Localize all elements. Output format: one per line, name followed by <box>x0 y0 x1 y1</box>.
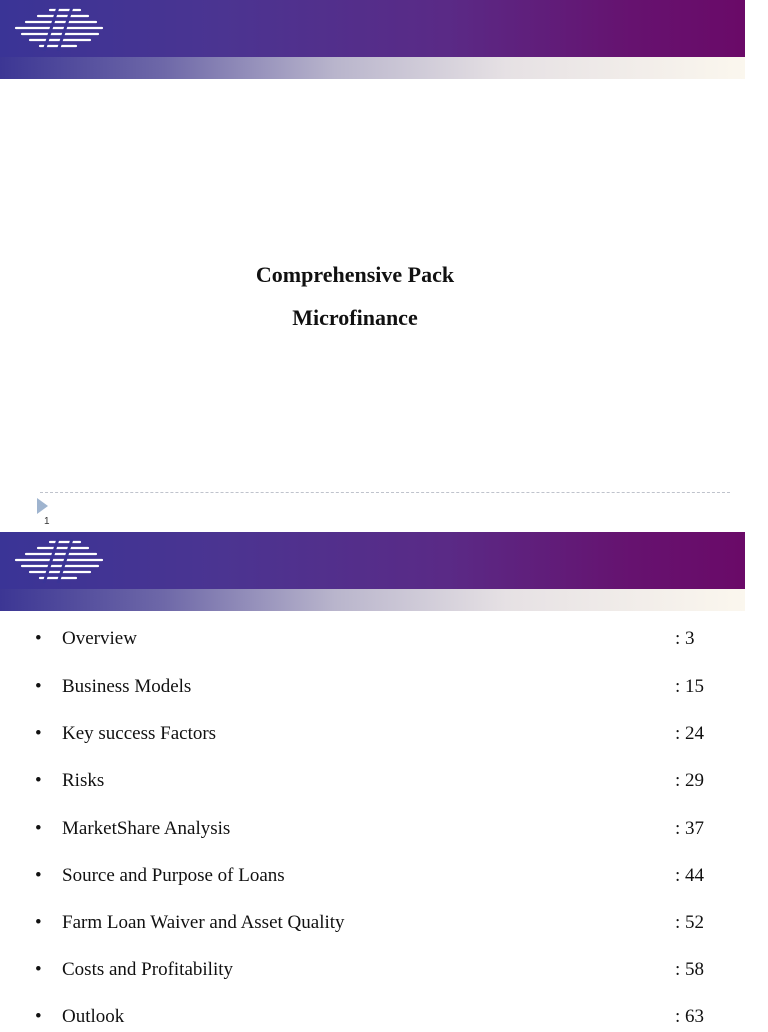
toc-item-page: : 3 <box>675 628 695 649</box>
toc-item-page: : 15 <box>675 676 705 697</box>
banner-fade-strip <box>0 57 745 79</box>
bullet: • <box>35 865 42 886</box>
toc-item-page: : 58 <box>675 959 705 980</box>
bullet: • <box>35 912 42 933</box>
slide1-header-banner <box>0 0 745 79</box>
toc-item-page: : 29 <box>675 770 705 791</box>
toc-item-label: Business Models <box>62 676 192 697</box>
toc-item-page: : 63 <box>675 1006 705 1027</box>
bullet: • <box>35 1006 42 1027</box>
bullet: • <box>35 628 42 649</box>
slide-divider <box>40 492 730 493</box>
striped-logo-icon <box>10 539 105 583</box>
toc-item[interactable] <box>0 861 768 891</box>
toc-item-page: : 24 <box>675 723 705 744</box>
toc-item-label: Overview <box>62 628 137 649</box>
bullet: • <box>35 770 42 791</box>
slide-page-number: 1 <box>44 516 50 527</box>
toc-item-page: : 44 <box>675 865 705 886</box>
toc-item[interactable] <box>0 672 768 702</box>
slide2-header-banner <box>0 532 745 611</box>
toc-item-label: MarketShare Analysis <box>62 818 231 839</box>
banner-gradient <box>0 0 745 57</box>
toc-item[interactable] <box>0 955 768 985</box>
toc-item[interactable] <box>0 814 768 844</box>
toc-item-page: : 52 <box>675 912 705 933</box>
triangle-marker-icon <box>37 498 48 514</box>
slide-title-line1: Comprehensive Pack <box>255 262 455 287</box>
slide-title-line2: Microfinance <box>292 305 418 330</box>
toc-item-label: Farm Loan Waiver and Asset Quality <box>62 912 345 933</box>
toc-item-label: Outlook <box>62 1006 125 1027</box>
bullet: • <box>35 959 42 980</box>
toc-item-label: Source and Purpose of Loans <box>62 865 285 886</box>
toc-item[interactable] <box>0 719 768 749</box>
banner-fade-strip <box>0 589 745 611</box>
striped-logo-icon <box>10 7 105 51</box>
toc-item[interactable] <box>0 908 768 938</box>
toc-item[interactable] <box>0 1002 768 1032</box>
bullet: • <box>35 723 42 744</box>
bullet: • <box>35 676 42 697</box>
toc-item-label: Key success Factors <box>62 723 217 744</box>
banner-gradient <box>0 532 745 589</box>
toc-item-label: Risks <box>62 770 105 791</box>
toc-item-label: Costs and Profitability <box>62 959 233 980</box>
toc-item-page: : 37 <box>675 818 705 839</box>
bullet: • <box>35 818 42 839</box>
toc-item[interactable] <box>0 624 768 654</box>
toc-item[interactable] <box>0 766 768 796</box>
